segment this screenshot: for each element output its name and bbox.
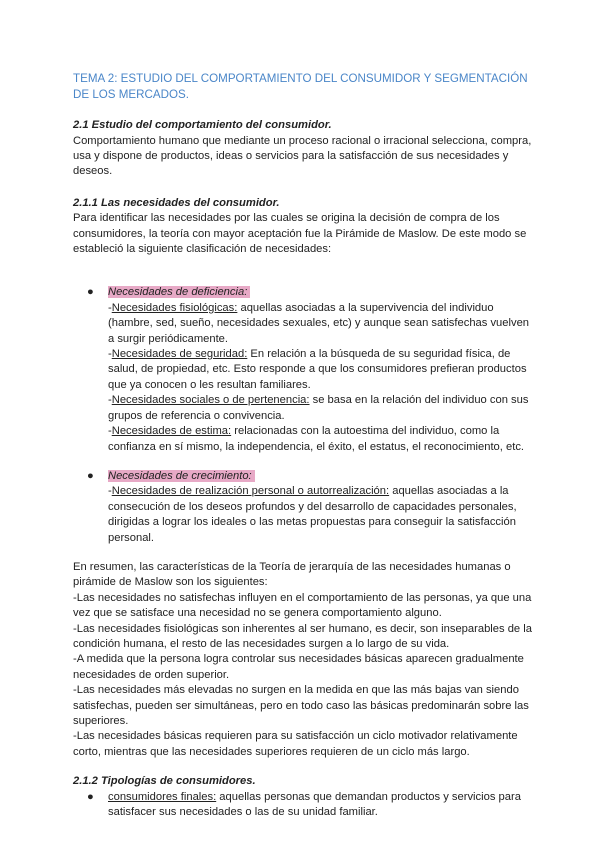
bullet-crecimiento (73, 469, 533, 484)
bullet-icon: ● (87, 469, 94, 482)
summary-intro: En resumen, las características de la Teoría de jerarquía de las necesidades humanas o pirámide de Maslow son los siguientes: (73, 560, 511, 589)
item-estima: -Necesidades de estima: relacionadas con la autoestima del individuo, como la confianza en sí mismo, la independencia, el éxito, el estatus, el reconocimiento, etc. (108, 425, 525, 453)
item-sociales: -Necesidades sociales o de pertenencia: se basa en la relación del individuo con sus grupos de referencia o convivencia. (108, 394, 529, 422)
summary-line-3: -A medida que la persona logra controlar sus necesidades básicas aparecen gradualmente necesidades de orden superior. (73, 653, 524, 681)
label-consumidores-finales: consumidores finales: (108, 790, 217, 803)
label-fisiologicas: Necesidades fisiológicas: (111, 301, 238, 314)
label-estima: Necesidades de estima: (111, 425, 232, 438)
label-seguridad: Necesidades de seguridad: (111, 348, 248, 361)
section-2-1-1-heading: 2.1.1 Las necesidades del consumidor. (73, 196, 280, 209)
document-page (73, 71, 533, 820)
highlight-crecimiento: Necesidades de crecimiento: (108, 470, 255, 482)
document-title: TEMA 2: ESTUDIO DEL COMPORTAMIENTO DEL CONSUMIDOR Y SEGMENTACIÓN DE LOS MERCADOS. (73, 72, 528, 101)
item-fisiologicas: -Necesidades fisiológicas: aquellas asociadas a la supervivencia del individuo (hambre, sed, sueño, necesidades sexuales, etc) y aunque sean satisfechas vuelven a surgir periódicamente. (108, 301, 530, 345)
section-2-1-heading: 2.1 Estudio del comportamiento del consumidor. (73, 119, 332, 132)
label-autorrealizacion: Necesidades de realización personal o autorrealización: (111, 485, 390, 498)
summary-line-1: -Las necesidades no satisfechas influyen en el comportamiento de las personas, ya que una vez que se satisface una necesidad no se genera comportamiento alguno. (73, 591, 532, 620)
bullet-deficiencia (73, 285, 533, 300)
summary-line-5: -Las necesidades básicas requieren para su satisfacción un ciclo motivador relativamente corto, mientras que las necesidades superiores requieren de un ciclo más largo. (73, 730, 518, 758)
summary-line-2: -Las necesidades fisiológicas son inherentes al ser humano, es decir, son inseparables de la condición humana, el resto de las necesidades surgen a lo largo de su vida. (73, 622, 532, 650)
label-sociales: Necesidades sociales o de pertenencia: (111, 394, 310, 407)
section-2-1-1-text: Para identificar las necesidades por las cuales se origina la decisión de compra de los consumidores, la teoría con mayor aceptación fue la Pirámide de Maslow. De este modo se estableció la siguiente clasificación de necesidades: (73, 212, 527, 256)
item-seguridad: -Necesidades de seguridad: En relación a la búsqueda de su seguridad física, de salud, de propiedad, etc. Esto responde a que los consumidores prefieran productos que ya conocen o les resultan familiares. (108, 348, 527, 391)
highlight-deficiencia: Necesidades de deficiencia: (108, 286, 250, 298)
bullet-icon: ● (87, 286, 94, 299)
bullet-icon: ● (87, 790, 94, 803)
section-2-1-text: Comportamiento humano que mediante un proceso racional o irracional selecciona, compra, usa y dispone de productos, ideas o servicios para la satisfacción de sus necesidades y deseos. (73, 134, 532, 178)
item-autorrealizacion: -Necesidades de realización personal o autorrealización: aquellas asociadas a la consecución de los deseos profundos y del desarrollo de capacidades personales, dirigidas a lograr los ideales o las metas propuestas para conseguir la satisfacción personal. (108, 485, 517, 544)
bullet-consumidores-finales: ● consumidores finales: aquellas personas que demandan productos y servicios para satisfacer sus necesidades o las de su unidad familiar. (87, 790, 521, 819)
section-2-1-2-heading: 2.1.2 Tipologías de consumidores. (73, 775, 256, 788)
summary-line-4: -Las necesidades más elevadas no surgen en la medida en que las más bajas van siendo satisfechas, pueden ser simultáneas, pero en todo caso las básicas predominarán sobre las superiores. (73, 684, 529, 727)
